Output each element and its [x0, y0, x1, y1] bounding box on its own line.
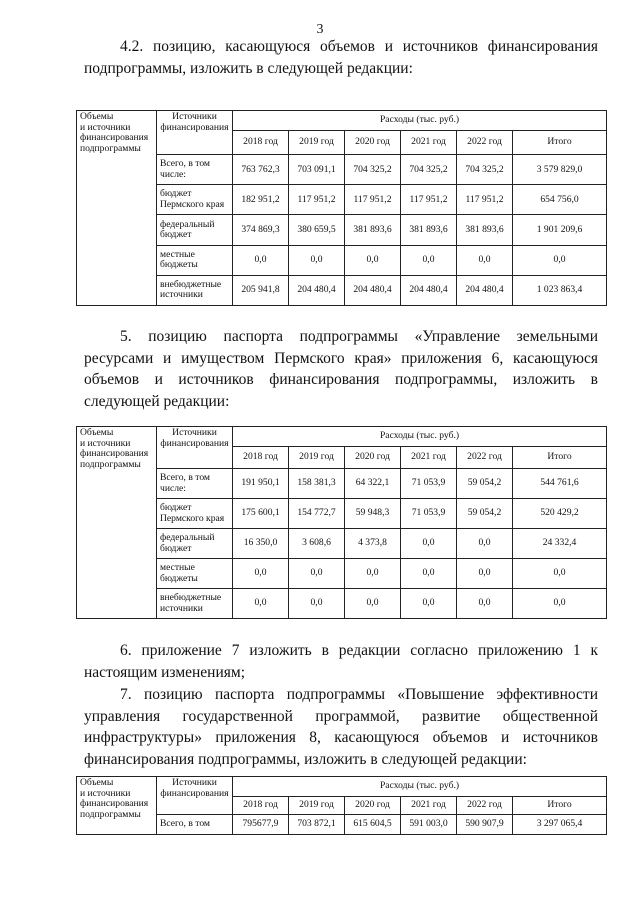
value-cell: 0,0	[401, 529, 457, 559]
expenses-header-cell	[233, 111, 607, 131]
source-label: местные бюджеты	[160, 248, 198, 271]
value-cell: 117 951,2	[345, 185, 401, 215]
source-label-cell	[157, 815, 233, 835]
paragraph-4-2: 4.2. позицию, касающуюся объемов и источников финансирования подпрограммы, изложить в следующей редакции:	[84, 38, 598, 77]
expenses-header: Расходы (тыс. руб.)	[379, 114, 460, 126]
value-cell: 0,0	[457, 529, 513, 559]
value-cell: 71 053,9	[401, 499, 457, 529]
value-cell: 0,0	[401, 245, 457, 275]
paragraph-7: 7. позицию паспорта подпрограммы «Повышение эффективности управления государственной программой, развитие общественной инфраструктуры» приложения 8, касающуюся объемов и источников финансирования подпрограммы, изложить в следующей редакции:	[84, 686, 598, 768]
source-label: бюджет Пермского края	[160, 188, 225, 210]
source-label-cell	[157, 155, 233, 185]
value-cell: 0,0	[513, 559, 607, 589]
source-label-cell	[157, 529, 233, 559]
source-label: внебюджетные источники	[160, 278, 222, 301]
value-cell: 0,0	[289, 589, 345, 619]
expenses-header-cell	[233, 427, 607, 447]
value-cell: 158 381,3	[289, 469, 345, 499]
sources-header: Источники финансирования	[160, 777, 229, 799]
value-cell: 182 951,2	[233, 185, 289, 215]
sources-header-cell	[157, 777, 233, 815]
table-row	[77, 499, 607, 529]
value-cell: 763 762,3	[233, 155, 289, 185]
value-cell: 0,0	[513, 245, 607, 275]
value-cell: 615 604,5	[345, 815, 401, 835]
year-header: 2020 год	[345, 797, 401, 815]
value-cell: 654 756,0	[513, 185, 607, 215]
value-cell: 704 325,2	[401, 155, 457, 185]
subprogram-label-cell	[77, 777, 157, 835]
value-cell: 381 893,6	[345, 215, 401, 245]
value-cell: 0,0	[233, 559, 289, 589]
value-cell: 1 901 209,6	[513, 215, 607, 245]
value-cell: 0,0	[233, 589, 289, 619]
year-header: Итого	[513, 447, 607, 469]
source-label: местные бюджеты	[160, 562, 198, 584]
value-cell: 590 907,9	[457, 815, 513, 835]
value-cell: 795677,9	[233, 815, 289, 835]
year-header: Итого	[513, 797, 607, 815]
value-cell: 380 659,5	[289, 215, 345, 245]
value-cell: 0,0	[345, 559, 401, 589]
sources-header-cell	[157, 111, 233, 155]
year-header: 2022 год	[457, 447, 513, 469]
subprogram-label: Объемы и источники финансирования подпрограммы	[80, 777, 149, 820]
value-cell: 3 579 829,0	[513, 155, 607, 185]
table-row	[77, 815, 607, 835]
value-cell: 0,0	[289, 245, 345, 275]
paragraph-5: 5. позицию паспорта подпрограммы «Управление земельными ресурсами и имуществом Пермского края» приложения 6, касающуюся объемов и источников финансирования подпрограммы, изложить в следующей редакции:	[84, 328, 598, 410]
sources-header: Источники финансирования	[160, 111, 229, 133]
table-row	[77, 185, 607, 215]
year-header: 2018 год	[233, 797, 289, 815]
year-header: Итого	[513, 131, 607, 155]
subprogram-label: Объемы и источники финансирования подпрограммы	[80, 427, 149, 470]
year-header: 2020 год	[345, 447, 401, 469]
source-label-cell	[157, 469, 233, 499]
value-cell: 204 480,4	[457, 275, 513, 305]
source-label: федеральный бюджет	[160, 532, 215, 554]
source-label-cell	[157, 499, 233, 529]
value-cell: 0,0	[457, 589, 513, 619]
value-cell: 591 003,0	[401, 815, 457, 835]
value-cell: 0,0	[345, 589, 401, 619]
table-row	[77, 275, 607, 305]
value-cell: 16 350,0	[233, 529, 289, 559]
value-cell: 0,0	[401, 559, 457, 589]
year-header: 2022 год	[457, 131, 513, 155]
value-cell: 544 761,6	[513, 469, 607, 499]
source-label-cell	[157, 275, 233, 305]
year-header: 2022 год	[457, 797, 513, 815]
value-cell: 59 948,3	[345, 499, 401, 529]
value-cell: 0,0	[345, 245, 401, 275]
value-cell: 154 772,7	[289, 499, 345, 529]
value-cell: 204 480,4	[401, 275, 457, 305]
year-header: 2019 год	[289, 797, 345, 815]
table-row	[77, 559, 607, 589]
source-label-cell	[157, 215, 233, 245]
value-cell: 204 480,4	[289, 275, 345, 305]
value-cell: 24 332,4	[513, 529, 607, 559]
value-cell: 374 869,3	[233, 215, 289, 245]
value-cell: 703 091,1	[289, 155, 345, 185]
source-label: Всего, в том	[160, 818, 211, 830]
source-label: бюджет Пермского края	[160, 502, 225, 524]
value-cell: 0,0	[233, 245, 289, 275]
source-label: Всего, в том числе:	[160, 472, 211, 494]
value-cell: 59 054,2	[457, 469, 513, 499]
table-row	[77, 215, 607, 245]
financing-table-2	[76, 426, 607, 619]
subprogram-label-cell	[77, 111, 157, 306]
year-header: 2019 год	[289, 447, 345, 469]
value-cell: 3 608,6	[289, 529, 345, 559]
expenses-header: Расходы (тыс. руб.)	[379, 430, 460, 442]
value-cell: 3 297 065,4	[513, 815, 607, 835]
table-row	[77, 469, 607, 499]
sources-header: Источники финансирования	[160, 427, 229, 449]
value-cell: 381 893,6	[401, 215, 457, 245]
table-row	[77, 589, 607, 619]
value-cell: 704 325,2	[345, 155, 401, 185]
value-cell: 4 373,8	[345, 529, 401, 559]
source-label: федеральный бюджет	[160, 218, 215, 241]
subprogram-label-cell	[77, 427, 157, 619]
value-cell: 117 951,2	[401, 185, 457, 215]
expenses-header-cell	[233, 777, 607, 797]
value-cell: 0,0	[513, 589, 607, 619]
value-cell: 0,0	[457, 245, 513, 275]
value-cell: 71 053,9	[401, 469, 457, 499]
source-label: внебюджетные источники	[160, 592, 222, 614]
year-header: 2021 год	[401, 797, 457, 815]
financing-table-1	[76, 110, 607, 306]
paragraph-6: 6. приложение 7 изложить в редакции согласно приложению 1 к настоящим изменениям;	[84, 642, 598, 681]
value-cell: 1 023 863,4	[513, 275, 607, 305]
table-row	[77, 529, 607, 559]
value-cell: 704 325,2	[457, 155, 513, 185]
value-cell: 0,0	[457, 559, 513, 589]
page-number: 3	[316, 22, 324, 37]
value-cell: 117 951,2	[457, 185, 513, 215]
value-cell: 205 941,8	[233, 275, 289, 305]
year-header: 2021 год	[401, 131, 457, 155]
subprogram-label: Объемы и источники финансирования подпрограммы	[80, 111, 149, 154]
sources-header-cell	[157, 427, 233, 469]
financing-table-3	[76, 776, 607, 835]
expenses-header: Расходы (тыс. руб.)	[379, 780, 460, 792]
value-cell: 0,0	[289, 559, 345, 589]
value-cell: 175 600,1	[233, 499, 289, 529]
value-cell: 117 951,2	[289, 185, 345, 215]
source-label-cell	[157, 245, 233, 275]
source-label-cell	[157, 185, 233, 215]
value-cell: 59 054,2	[457, 499, 513, 529]
year-header: 2021 год	[401, 447, 457, 469]
source-label-cell	[157, 559, 233, 589]
value-cell: 191 950,1	[233, 469, 289, 499]
value-cell: 703 872,1	[289, 815, 345, 835]
year-header: 2018 год	[233, 131, 289, 155]
table-row	[77, 245, 607, 275]
value-cell: 64 322,1	[345, 469, 401, 499]
source-label-cell	[157, 589, 233, 619]
year-header: 2019 год	[289, 131, 345, 155]
year-header: 2020 год	[345, 131, 401, 155]
value-cell: 0,0	[401, 589, 457, 619]
year-header: 2018 год	[233, 447, 289, 469]
value-cell: 520 429,2	[513, 499, 607, 529]
value-cell: 204 480,4	[345, 275, 401, 305]
table-row	[77, 155, 607, 185]
value-cell: 381 893,6	[457, 215, 513, 245]
source-label: Всего, в том числе:	[160, 158, 211, 180]
